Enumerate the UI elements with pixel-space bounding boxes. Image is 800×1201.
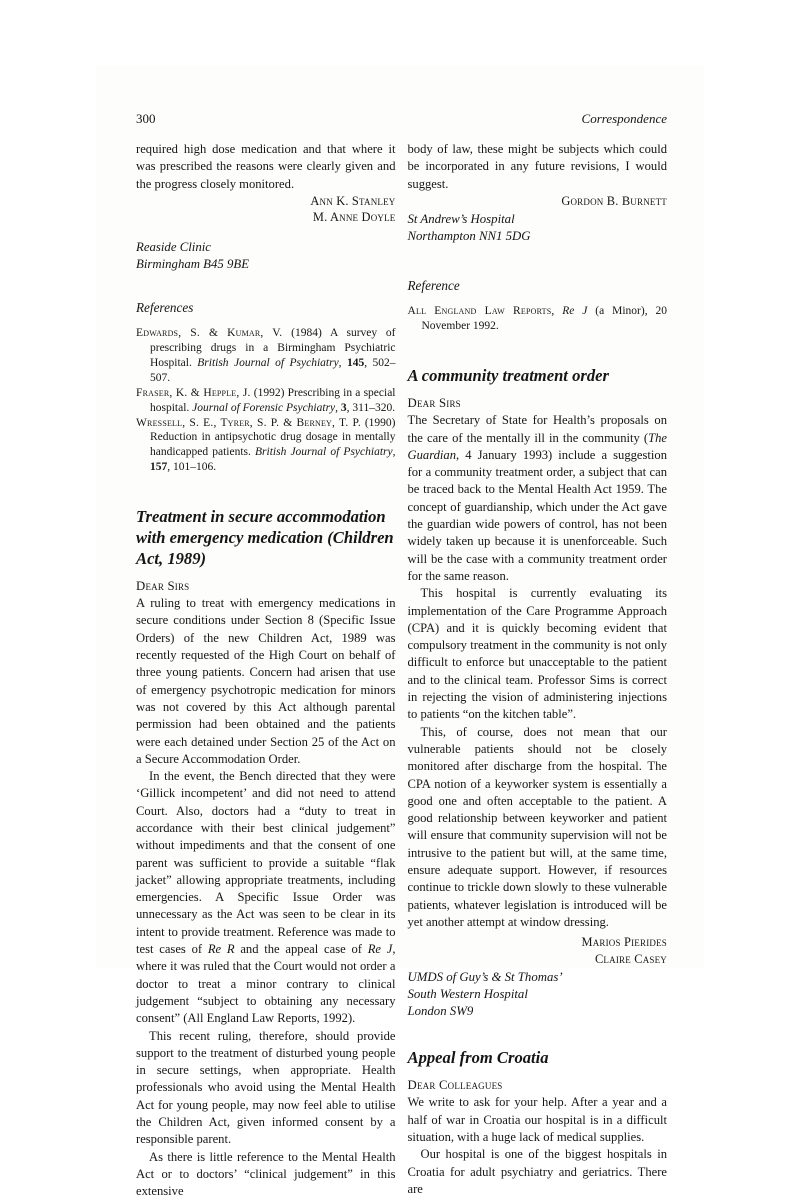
journal-name: British Journal of Psychiatry [197,356,339,369]
journal-name: Journal of Forensic Psychiatry [192,401,336,414]
text-run: The Secretary of State for Health’s proposals on the care of the mentally ill in the community ( [407,413,667,445]
author-address [408,969,668,1020]
address-line: South Western Hospital [407,987,528,1002]
letter-title: Appeal from Croatia [407,1048,549,1068]
author-address [408,211,668,245]
text-run: and the appeal case of [234,942,368,957]
text-run: , where it was ruled that the Court would not order a doctor to treat a minor contrary to clinical judgement “subject to obtaining any necessary consent” (All England Law Reports, 1992). [136,942,396,1026]
address-line: London SW9 [407,1004,474,1019]
letter-paragraph: We write to ask for your help. After a year and a half of war in Croatia our hospital is in a difficult situation, with a huge lack of medical supplies. [407,1095,667,1144]
signature-name: Gordon B. Burnett [561,193,667,208]
letter-paragraph: This hospital is currently evaluating its implementation of the Care Programme Approach (CPA) and it is quickly becoming evident that compulsory treatment in the community is not only difficult to enforce but unacceptable to the patient and to the clinical team. Professor Sims is correct in rejecting the vision of administering injections to patients “on the kitchen table”. [407,586,667,722]
left-column [136,141,396,1201]
page-range: , 101–106. [167,461,217,474]
page-range: , 311–320. [346,401,396,414]
running-title: Correspondence [581,111,667,126]
reference-separator: , [392,446,396,459]
page-range: , 502–507. [150,356,396,384]
letter-paragraph: Our hospital is one of the biggest hospitals in Croatia for adult psychiatry and geriatrics. There are [407,1147,667,1196]
case-citation: Re J [562,305,588,318]
salutation: Dear Sirs [407,396,461,411]
signature-name: Claire Casey [594,951,667,966]
reference-text: (1990) Reduction in antipsychotic drug dosage in mentally handicapped patients. [150,416,396,459]
volume-number: 157 [150,461,168,474]
letter-paragraph: This recent ruling, therefore, should provide support to the treatment of disturbed young people in secure settings, when appropriate. Health professionals who avoid using the Mental Health Act for young people, may now feel able to utilise the Children Act, given informed consent by a responsible parent. [136,1028,396,1147]
continued-paragraph: required high dose medication and that where it was prescribed the reasons were clearly given and the progress closely monitored. [136,142,396,191]
signature-block [136,193,396,226]
salutation: Dear Colleagues [407,1078,503,1093]
reference-source: All England Law Reports [407,305,552,318]
signature-name: Ann K. Stanley [310,193,396,208]
running-head [136,111,667,126]
journal-page [96,65,704,1199]
letter-title: Treatment in secure accommodation with emergency medication (Children Act, 1989) [136,507,394,569]
reference-text: (1992) Prescribing in a special hospital. [150,386,396,414]
reference-entry [136,416,396,476]
letter-paragraph: This, of course, does not mean that our vulnerable patients should not be closely monitored after discharge from the hospital. The CPA notion of a keyworker system is essentially a good one and often acceptable to the patient. A good relationship between keyworker and patient will ensure that community supervision will not be intrusive to the patient but will, at the same time, ensure adequate support. However, if resources continue to trickle down slowly to these vulnerable patients, whatever legislation is introduced will be yet another attempt at window dressing. [407,724,667,929]
two-column-layout [136,141,667,1201]
salutation: Dear Sirs [136,579,190,594]
reference-entry [408,304,668,334]
reference-authors: Wressell, S. E., Tyrer, S. P. & Berney, T. P. [136,416,361,429]
author-address [136,239,396,273]
letter-paragraph: As there is little reference to the Mental Health Act or to doctors’ “clinical judgement” in this extensive [136,1149,396,1199]
text-run: , 4 January 1993) include a suggestion for a community treatment order, a subject that can be traced back to the Mental Health Act 1959. The concept of guardianship, which under the Act gave the guardian wide powers of control, has not been widely taken up because it is unenforceable. Such will be the case with a community treatment order for the same reason. [407,447,667,583]
address-line: Northampton NN1 5DG [407,229,531,244]
reference-authors: Fraser, K. & Hepple, J. [136,386,251,399]
reference-authors: Edwards, S. & Kumar, V. [136,327,283,340]
references-heading: References [136,300,194,316]
reference-entry [136,326,396,386]
publication-name: The Guardian [407,430,667,462]
reference-entry [136,386,396,416]
reference-separator: , [551,305,563,318]
text-run: In the event, the Bench directed that they were ‘Gillick incompetent’ and did not need to attend Court. Also, doctors had a “duty to treat in accordance with their best clinical judgement” without impediments and that the consent of one parent was sufficient to provide a suitable “flak jacket” allowing appropriate treatments, including emergencies. A Specific Issue Order was unnecessary as the Act was seen to be clear in its intent to provide treatment. Reference was made to test cases of [136,769,396,957]
address-line: St Andrew’s Hospital [407,212,515,227]
reference-separator: , [335,401,341,414]
reference-text: (a Minor), 20 November 1992. [421,305,668,333]
signature-block [408,934,668,967]
signature-block [408,193,668,210]
reference-text: (1984) A survey of prescribing drugs in a Birmingham Psychiatric Hospital. [150,327,396,369]
signature-name: M. Anne Doyle [312,210,396,225]
letter-paragraph [408,412,668,585]
address-line: Birmingham B45 9BE [136,257,250,272]
continued-paragraph: body of law, these might be subjects which could be incorporated in any future revisions, I would suggest. [407,142,667,191]
journal-name: British Journal of Psychiatry [255,446,393,459]
address-line: UMDS of Guy’s & St Thomas’ [407,970,563,985]
right-column [408,141,668,1201]
signature-name: Marios Pierides [581,935,667,950]
reference-separator: , [338,356,347,369]
address-line: Reaside Clinic [136,240,211,255]
letter-title: A community treatment order [407,366,609,386]
case-citation: Re R [207,942,235,957]
page-number: 300 [136,111,156,126]
reference-heading: Reference [407,278,460,294]
letter-paragraph: A ruling to treat with emergency medications in secure conditions under Section 8 (Specific Issue Orders) of the new Children Act, 1989 was recently requested of the High Court on behalf of three young patients. Concern had arisen that use of emergency psychotropic medication for minors was not covered by this Act although parental permission had been obtained and the patients were each detained under Section 25 of the Act on a Secure Accommodation Order. [136,596,396,766]
volume-number: 145 [346,356,365,369]
letter-paragraph [136,768,396,1027]
case-citation: Re J [367,942,393,957]
volume-number: 3 [340,401,347,414]
